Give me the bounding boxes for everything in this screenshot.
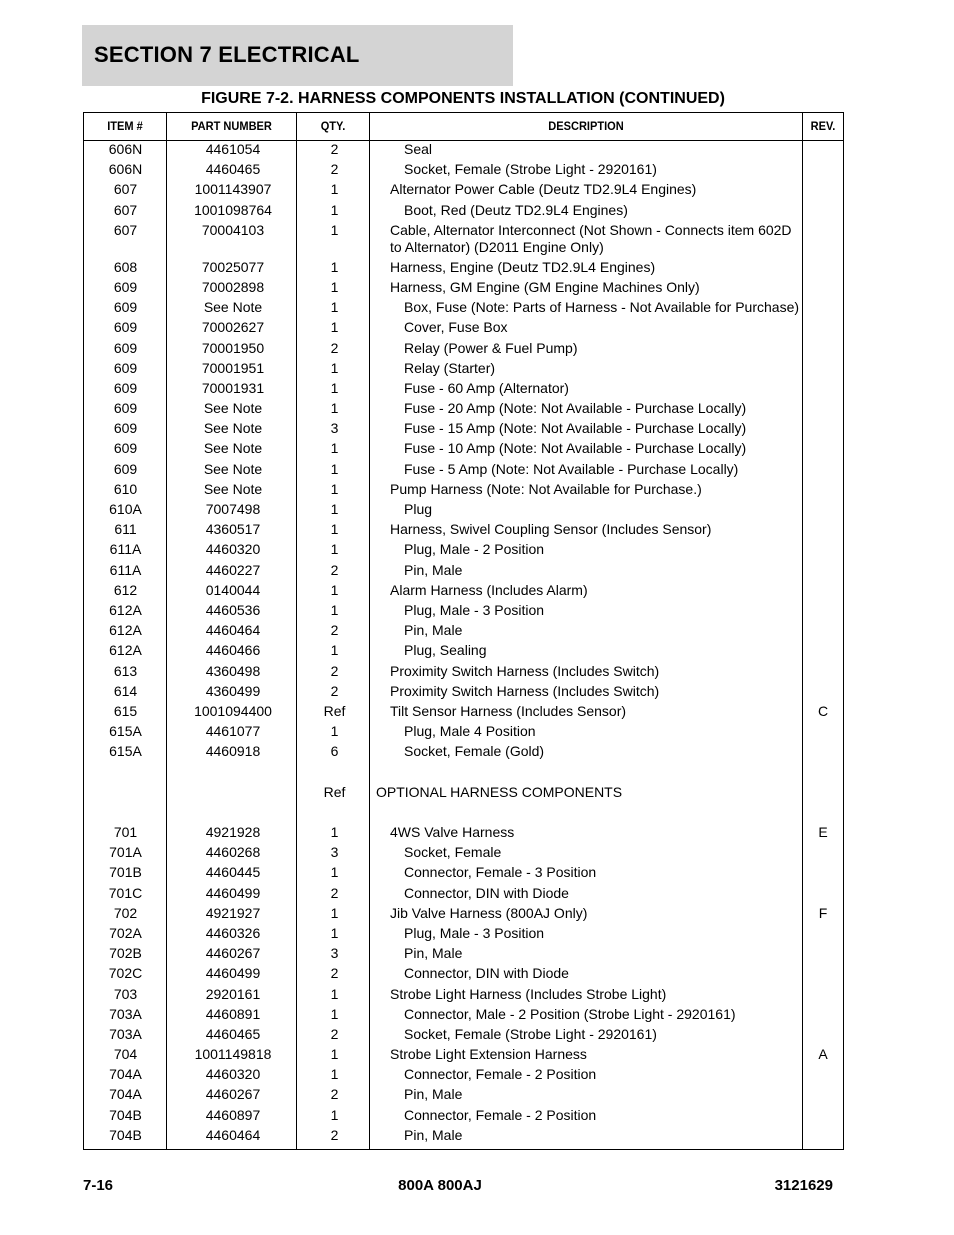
table-row — [84, 1026, 843, 1046]
table-row — [84, 784, 843, 804]
description-cell: Strobe Light Extension Harness — [390, 1046, 587, 1063]
part-number-cell: 70025077 — [201, 258, 265, 275]
table-row — [84, 743, 843, 763]
qty-cell: 1 — [330, 642, 339, 659]
qty-cell: 3 — [330, 844, 339, 861]
qty-cell: 1 — [330, 1066, 339, 1083]
qty-cell: 1 — [330, 985, 339, 1002]
header-qty: QTY. — [320, 119, 346, 133]
part-number-cell: 4460464 — [205, 622, 261, 639]
rev-cell: F — [818, 904, 828, 921]
table-row — [84, 562, 843, 582]
description-cell: Boot, Red (Deutz TD2.9L4 Engines) — [404, 201, 628, 218]
item-cell: 610A — [109, 501, 142, 517]
table-row — [84, 1107, 843, 1127]
part-number-cell: 4460536 — [205, 601, 261, 618]
table-row — [84, 1006, 843, 1026]
description-cell: Plug, Male 4 Position — [404, 723, 536, 740]
table-row — [84, 723, 843, 743]
part-number-cell: 4360499 — [205, 682, 261, 699]
part-number-cell: See Note — [203, 420, 263, 437]
item-cell: 606N — [108, 141, 143, 157]
item-cell: 610 — [113, 480, 138, 497]
description-cell: Harness, Swivel Coupling Sensor (Includes Sensor) — [390, 521, 712, 538]
table-row — [84, 663, 843, 683]
qty-cell: 1 — [330, 723, 339, 740]
qty-cell: 2 — [330, 161, 339, 178]
header-rev: REV. — [810, 119, 836, 133]
qty-cell: 3 — [330, 945, 339, 962]
qty-cell: 1 — [330, 278, 339, 295]
description-cell: Seal — [404, 141, 433, 157]
qty-cell: 1 — [330, 521, 339, 538]
part-number-cell: 4460897 — [205, 1106, 261, 1123]
part-number-cell: 4460227 — [205, 561, 261, 578]
table-row — [84, 642, 843, 662]
part-number-cell: 4460465 — [205, 1025, 261, 1042]
part-number-cell: 4460499 — [205, 884, 261, 901]
description-cell: Harness, GM Engine (GM Engine Machines Only) — [390, 278, 700, 295]
part-number-cell: 4460464 — [205, 1126, 261, 1143]
item-cell: 612A — [109, 622, 142, 639]
part-number-cell: 4460320 — [205, 1066, 261, 1083]
part-number-cell: 4460320 — [205, 541, 261, 558]
qty-cell: 2 — [330, 1126, 339, 1143]
item-cell: 609 — [113, 278, 138, 295]
item-cell: 701C — [108, 884, 143, 901]
part-number-cell: See Note — [203, 460, 263, 477]
section-banner — [82, 25, 513, 86]
qty-cell: 1 — [330, 924, 339, 941]
description-cell: Plug, Male - 2 Position — [404, 541, 545, 558]
qty-cell: 1 — [330, 258, 339, 275]
qty-cell: 2 — [330, 622, 339, 639]
part-number-cell: 4460267 — [205, 945, 261, 962]
description-cell: Plug, Male - 3 Position — [404, 601, 545, 618]
qty-cell: 2 — [330, 662, 339, 679]
item-cell: 612A — [109, 642, 142, 659]
description-cell: Connector, DIN with Diode — [404, 965, 569, 982]
table-row — [84, 340, 843, 360]
description-cell: Cable, Alternator Interconnect (Not Shown - Connects item 602D to Alternator) (D2011 Engine Only) — [390, 221, 792, 255]
description-cell: Fuse - 15 Amp (Note: Not Available - Purchase Locally) — [404, 420, 747, 437]
part-number-cell: 4460267 — [205, 1086, 261, 1103]
description-cell: Alarm Harness (Includes Alarm) — [390, 581, 588, 598]
part-number-cell: 4460499 — [205, 965, 261, 982]
item-cell: 615 — [113, 702, 138, 719]
description-cell: Plug, Sealing — [404, 642, 487, 659]
table-row — [84, 259, 843, 279]
table-row — [84, 1066, 843, 1086]
table-row — [84, 1086, 843, 1106]
description-cell: Cover, Fuse Box — [404, 319, 508, 336]
item-cell: 701A — [109, 844, 142, 861]
item-cell: 611 — [114, 521, 137, 538]
qty-cell: 2 — [330, 965, 339, 982]
table-body — [84, 141, 843, 1147]
item-cell: 607 — [113, 181, 138, 198]
table-row — [84, 986, 843, 1006]
description-cell: Jib Valve Harness (800AJ Only) — [390, 904, 588, 921]
description-cell: Strobe Light Harness (Includes Strobe Light) — [390, 985, 667, 1002]
table-row — [84, 864, 843, 884]
table-row — [84, 622, 843, 642]
table-row — [84, 181, 843, 201]
part-number-cell: 70002627 — [201, 319, 265, 336]
part-number-cell: 4460918 — [205, 743, 261, 760]
item-cell: 607 — [113, 221, 138, 238]
item-cell: 704A — [109, 1086, 142, 1103]
qty-cell: 1 — [330, 319, 339, 336]
part-number-cell: 4460268 — [205, 844, 261, 861]
table-row — [84, 1127, 843, 1147]
description-cell: Proximity Switch Harness (Includes Switch) — [390, 682, 660, 699]
qty-cell: 1 — [330, 1046, 339, 1063]
table-row — [84, 582, 843, 602]
qty-cell: 2 — [330, 1086, 339, 1103]
item-cell: 606N — [108, 161, 143, 178]
item-cell: 611A — [109, 561, 142, 578]
qty-cell: 1 — [330, 460, 339, 477]
description-cell: Socket, Female (Strobe Light - 2920161) — [404, 1025, 657, 1042]
qty-cell: 1 — [330, 359, 339, 376]
table-row — [84, 602, 843, 622]
description-cell: Socket, Female (Gold) — [404, 743, 545, 760]
table-row — [84, 481, 843, 501]
part-number-cell: 7007498 — [205, 501, 261, 517]
rev-cell: E — [818, 824, 828, 840]
table-row — [84, 824, 843, 844]
table-row — [84, 141, 843, 161]
table-header — [84, 113, 843, 141]
table-row — [84, 703, 843, 723]
item-cell: 615A — [109, 723, 142, 740]
part-number-cell: See Note — [203, 440, 263, 457]
qty-cell: 1 — [330, 1005, 339, 1022]
part-number-cell: 4360498 — [205, 662, 261, 679]
part-number-cell: See Note — [203, 299, 263, 316]
item-cell: 608 — [113, 258, 138, 275]
item-cell: 609 — [113, 420, 138, 437]
page-number: 7-16 — [83, 1177, 114, 1194]
part-number-cell: 4921927 — [205, 904, 261, 921]
item-cell: 612 — [113, 581, 138, 598]
qty-cell: 2 — [330, 141, 339, 157]
part-number-cell: 2920161 — [205, 985, 261, 1002]
part-number-cell: 70001950 — [201, 339, 265, 356]
description-cell: OPTIONAL HARNESS COMPONENTS — [376, 783, 623, 800]
table-row — [84, 965, 843, 985]
table-row — [84, 299, 843, 319]
qty-cell: 2 — [330, 884, 339, 901]
part-number-cell: See Note — [203, 480, 263, 497]
item-cell: 704 — [113, 1046, 138, 1063]
part-number-cell: 4460891 — [205, 1005, 261, 1022]
qty-cell: 1 — [330, 864, 339, 881]
table-row — [84, 763, 843, 783]
item-cell: 701 — [113, 824, 138, 840]
table-row — [84, 683, 843, 703]
model-name: 800A 800AJ — [398, 1177, 482, 1194]
description-cell: Socket, Female (Strobe Light - 2920161) — [404, 161, 657, 178]
table-row — [84, 440, 843, 460]
part-number-cell: 4461077 — [205, 723, 261, 740]
table-row — [84, 521, 843, 541]
figure-title: FIGURE 7-2. HARNESS COMPONENTS INSTALLATION (CONTINUED) — [201, 90, 725, 107]
item-cell: 607 — [113, 201, 138, 218]
item-cell: 609 — [113, 339, 138, 356]
table-row — [84, 380, 843, 400]
section-title: SECTION 7 ELECTRICAL — [94, 42, 360, 67]
part-number-cell: 4460466 — [205, 642, 261, 659]
description-cell: Relay (Power & Fuel Pump) — [404, 339, 578, 356]
header-part-number: PART NUMBER — [191, 119, 272, 133]
description-cell: Alternator Power Cable (Deutz TD2.9L4 Engines) — [390, 181, 697, 198]
table-row — [84, 885, 843, 905]
item-cell: 702A — [109, 924, 142, 941]
item-cell: 702 — [113, 904, 138, 921]
item-cell: 609 — [113, 359, 138, 376]
part-number-cell: 4360517 — [205, 521, 261, 538]
item-cell: 609 — [113, 440, 138, 457]
description-cell: Relay (Starter) — [404, 359, 496, 376]
item-cell: 609 — [113, 460, 138, 477]
parts-table — [83, 112, 844, 1150]
table-row — [84, 360, 843, 380]
item-cell: 609 — [113, 379, 138, 396]
item-cell: 704B — [109, 1106, 142, 1123]
part-number-cell: 1001143907 — [194, 181, 272, 198]
item-cell: 613 — [113, 662, 138, 679]
description-cell: Pin, Male — [404, 1126, 463, 1143]
description-cell: Pin, Male — [404, 1086, 463, 1103]
description-cell: Pump Harness (Note: Not Available for Purchase.) — [390, 480, 702, 497]
description-cell: Fuse - 10 Amp (Note: Not Available - Purchase Locally) — [404, 440, 747, 457]
qty-cell: 1 — [330, 379, 339, 396]
qty-cell: 1 — [330, 1106, 339, 1123]
description-cell: Fuse - 5 Amp (Note: Not Available - Purchase Locally) — [404, 460, 739, 477]
table-row — [84, 161, 843, 181]
item-cell: 704B — [109, 1126, 142, 1143]
item-cell: 612A — [109, 601, 142, 618]
description-cell: Socket, Female — [404, 844, 502, 861]
qty-cell: 3 — [330, 420, 339, 437]
description-cell: Connector, Female - 2 Position — [404, 1106, 597, 1123]
item-cell: 611A — [109, 541, 142, 558]
rev-cell: A — [818, 1046, 828, 1063]
table-row — [84, 319, 843, 339]
qty-cell: 2 — [330, 339, 339, 356]
description-cell: Plug — [404, 501, 433, 517]
table-row — [84, 844, 843, 864]
description-cell: Fuse - 20 Amp (Note: Not Available - Purchase Locally) — [404, 400, 747, 417]
part-number-cell: 4460445 — [205, 864, 261, 881]
table-row — [84, 461, 843, 481]
qty-cell: 1 — [330, 501, 339, 517]
qty-cell: 1 — [330, 601, 339, 618]
table-row — [84, 905, 843, 925]
qty-cell: 2 — [330, 682, 339, 699]
description-cell: 4WS Valve Harness — [390, 824, 515, 840]
qty-cell: 2 — [330, 1025, 339, 1042]
qty-cell: 1 — [330, 299, 339, 316]
part-number-cell: 4460326 — [205, 924, 261, 941]
table-row — [84, 420, 843, 440]
part-number-cell: 70004103 — [201, 221, 265, 238]
qty-cell: 1 — [330, 400, 339, 417]
table-row — [84, 945, 843, 965]
description-cell: Tilt Sensor Harness (Includes Sensor) — [390, 702, 627, 719]
description-cell: Connector, Female - 3 Position — [404, 864, 597, 881]
qty-cell: 1 — [330, 440, 339, 457]
part-number-cell: 4460465 — [205, 161, 261, 178]
part-number-cell: 70002898 — [201, 278, 265, 295]
item-cell: 609 — [113, 400, 138, 417]
qty-cell: 1 — [330, 181, 339, 198]
part-number-cell: See Note — [203, 400, 263, 417]
item-cell: 703 — [113, 985, 138, 1002]
qty-cell: 1 — [330, 904, 339, 921]
item-cell: 702B — [109, 945, 142, 962]
table-row — [84, 400, 843, 420]
document-number: 3121629 — [774, 1177, 833, 1194]
item-cell: 702C — [108, 965, 143, 982]
table-row — [84, 925, 843, 945]
table-row — [84, 202, 843, 222]
item-cell: 703A — [109, 1005, 142, 1022]
item-cell: 704A — [109, 1066, 142, 1083]
item-cell: 614 — [113, 682, 138, 699]
qty-cell: 1 — [330, 480, 339, 497]
part-number-cell: 1001094400 — [194, 702, 272, 719]
description-cell: Proximity Switch Harness (Includes Switch) — [390, 662, 660, 679]
table-row — [84, 222, 843, 259]
qty-cell: 1 — [330, 221, 339, 238]
description-cell: Connector, Female - 2 Position — [404, 1066, 597, 1083]
item-cell: 703A — [109, 1025, 142, 1042]
header-description: DESCRIPTION — [548, 119, 624, 133]
table-row — [84, 541, 843, 561]
description-cell: Plug, Male - 3 Position — [404, 924, 545, 941]
qty-cell: 2 — [330, 561, 339, 578]
qty-cell: 1 — [330, 541, 339, 558]
qty-cell: 6 — [330, 743, 339, 760]
item-cell: 701B — [109, 864, 142, 881]
item-cell: 609 — [113, 299, 138, 316]
qty-cell: 1 — [330, 201, 339, 218]
description-cell: Pin, Male — [404, 945, 463, 962]
table-row — [84, 501, 843, 521]
description-cell: Pin, Male — [404, 622, 463, 639]
qty-cell: Ref — [323, 702, 346, 719]
qty-cell: 1 — [330, 581, 339, 598]
description-cell: Pin, Male — [404, 561, 463, 578]
part-number-cell: 70001931 — [201, 379, 265, 396]
table-row — [84, 804, 843, 824]
description-cell: Box, Fuse (Note: Parts of Harness - Not Available for Purchase) — [404, 299, 800, 316]
part-number-cell: 1001098764 — [194, 201, 272, 218]
part-number-cell: 70001951 — [201, 359, 265, 376]
part-number-cell: 4921928 — [205, 824, 261, 840]
table-row — [84, 279, 843, 299]
description-cell: Connector, DIN with Diode — [404, 884, 569, 901]
description-cell: Connector, Male - 2 Position (Strobe Light - 2920161) — [404, 1005, 736, 1022]
description-cell: Fuse - 60 Amp (Alternator) — [404, 379, 569, 396]
rev-cell: C — [817, 702, 829, 719]
part-number-cell: 1001149818 — [194, 1046, 272, 1063]
qty-cell: Ref — [323, 783, 346, 800]
header-item: ITEM # — [107, 119, 143, 133]
qty-cell: 1 — [330, 824, 339, 840]
description-cell: Harness, Engine (Deutz TD2.9L4 Engines) — [390, 258, 656, 275]
item-cell: 615A — [109, 743, 142, 760]
part-number-cell: 4461054 — [205, 141, 261, 157]
item-cell: 609 — [113, 319, 138, 336]
table-row — [84, 1046, 843, 1066]
part-number-cell: 0140044 — [205, 581, 261, 598]
